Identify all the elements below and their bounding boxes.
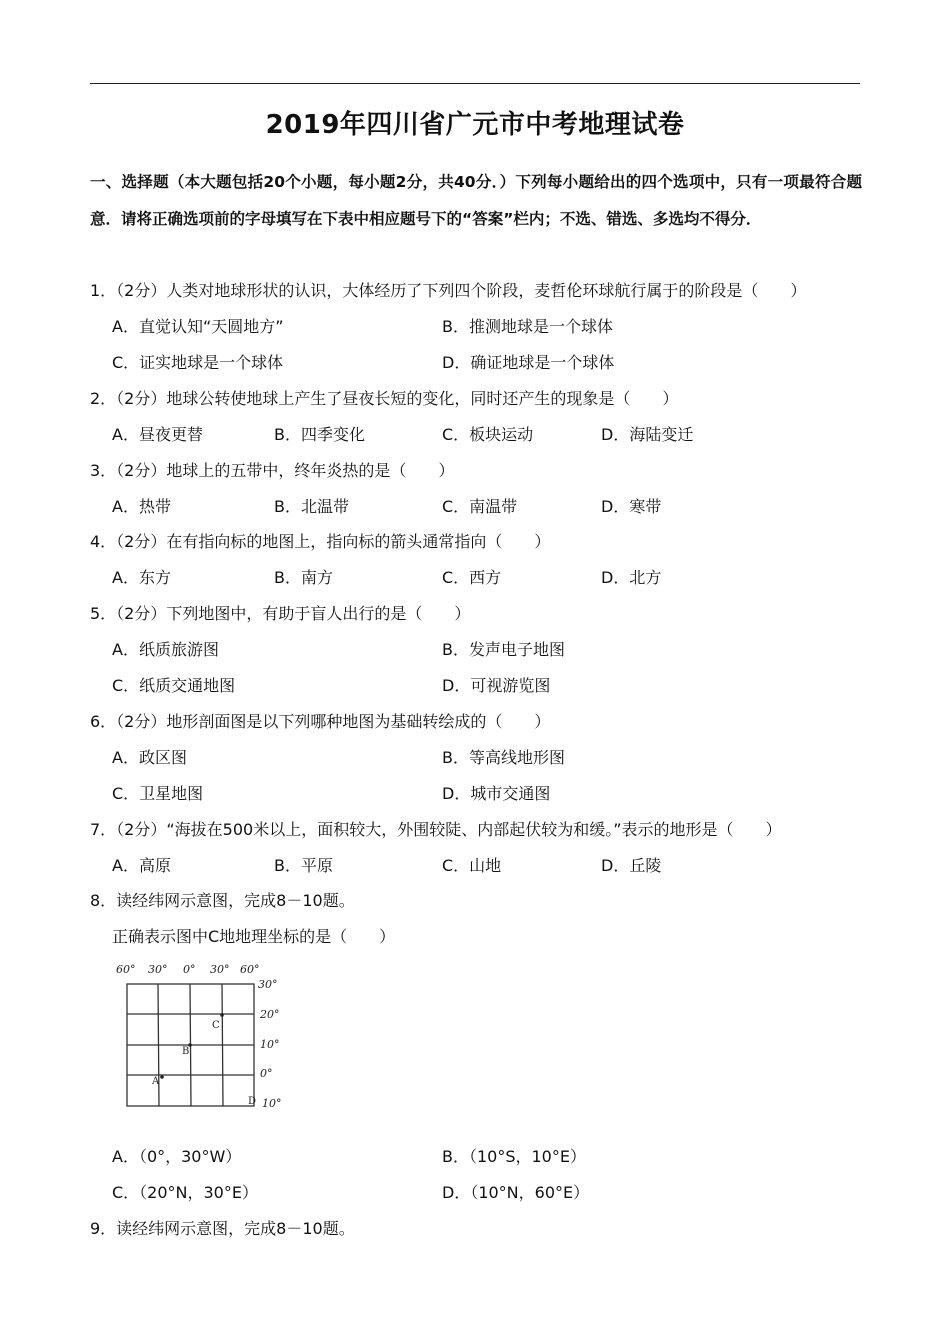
graticule-figure [112, 960, 302, 1110]
section-heading: 一、选择题（本大题包括20个小题，每小题2分，共40分．）下列每小题给出的四个选项中，只有一项最符合题意．请将正确选项前的字母填写在下表中相应题号下的“答案”栏内；不选、错选、多选均不得分． [90, 173, 862, 228]
lon-label: 60° [116, 963, 136, 976]
question-stem: 7．（2分）“海拔在500米以上，面积较大，外围较陡、内部起伏较为和缓。”表示的地形是（ ） [90, 820, 782, 839]
page-title: 2019年四川省广元市中考地理试卷 [265, 110, 685, 140]
point-label: C [212, 1020, 220, 1031]
option: C．（20°N，30°E） [112, 1183, 258, 1202]
option: D．丘陵 [601, 856, 662, 875]
lon-label: 30° [210, 963, 230, 976]
question-stem: 4．（2分）在有指向标的地图上，指向标的箭头通常指向（ ） [90, 532, 551, 551]
option: D．确证地球是一个球体 [442, 353, 615, 372]
option: B．北温带 [274, 497, 349, 516]
lat-label: 0° [260, 1067, 273, 1080]
option: C．证实地球是一个球体 [112, 353, 284, 372]
question-stem: 9．读经纬网示意图，完成8－10题。 [90, 1219, 355, 1238]
option: C．卫星地图 [112, 784, 204, 803]
option: B．平原 [274, 856, 333, 875]
option: A．热带 [112, 497, 171, 516]
point-c-marker [220, 1013, 224, 1017]
option: D．海陆变迁 [601, 425, 694, 444]
lon-label: 30° [148, 963, 168, 976]
option: D．寒带 [601, 497, 662, 516]
option: A．高原 [112, 856, 171, 875]
option: A．昼夜更替 [112, 425, 203, 444]
option: C．南温带 [442, 497, 518, 516]
option: C．板块运动 [442, 425, 534, 444]
point-label: B [182, 1046, 190, 1057]
option: B．等高线地形图 [442, 748, 565, 767]
lat-label: 20° [260, 1008, 280, 1021]
lat-label: 10° [260, 1038, 280, 1051]
question-stem: 2．（2分）地球公转使地球上产生了昼夜长短的变化，同时还产生的现象是（ ） [90, 389, 679, 408]
option: C．西方 [442, 568, 502, 587]
point-label: A [152, 1076, 160, 1087]
option: D．北方 [601, 568, 662, 587]
question-stem: 8．读经纬网示意图，完成8－10题。 [90, 891, 355, 910]
lat-label: 30° [258, 978, 278, 991]
option: C．纸质交通地图 [112, 676, 236, 695]
option: B．发声电子地图 [442, 640, 565, 659]
option: B．南方 [274, 568, 333, 587]
point-a-marker [160, 1075, 164, 1079]
question-stem: 3．（2分）地球上的五带中，终年炎热的是（ ） [90, 461, 455, 480]
option: D．可视游览图 [442, 676, 551, 695]
question-stem: 6．（2分）地形剖面图是以下列哪种地图为基础转绘成的（ ） [90, 712, 551, 731]
option: D．城市交通图 [442, 784, 551, 803]
lon-label: 0° [183, 963, 196, 976]
question-sub-stem: 正确表示图中C地地理坐标的是（ ） [112, 927, 396, 946]
header-rule [90, 83, 860, 84]
point-label: D [248, 1096, 257, 1107]
option: D．（10°N，60°E） [442, 1183, 590, 1202]
lon-label: 60° [240, 963, 260, 976]
option: C．山地 [442, 856, 502, 875]
option: A．（0°，30°W） [112, 1147, 242, 1166]
option: B．（10°S，10°E） [442, 1147, 586, 1166]
question-stem: 5．（2分）下列地图中，有助于盲人出行的是（ ） [90, 604, 471, 623]
option: B．推测地球是一个球体 [442, 317, 613, 336]
option: A．政区图 [112, 748, 187, 767]
option: A．直觉认知“天圆地方” [112, 317, 284, 336]
option: B．四季变化 [274, 425, 365, 444]
option: A．纸质旅游图 [112, 640, 219, 659]
option: A．东方 [112, 568, 171, 587]
lat-label: 10° [262, 1097, 282, 1110]
question-stem: 1．（2分）人类对地球形状的认识，大体经历了下列四个阶段，麦哲伦环球航行属于的阶段是（ ） [90, 281, 807, 300]
